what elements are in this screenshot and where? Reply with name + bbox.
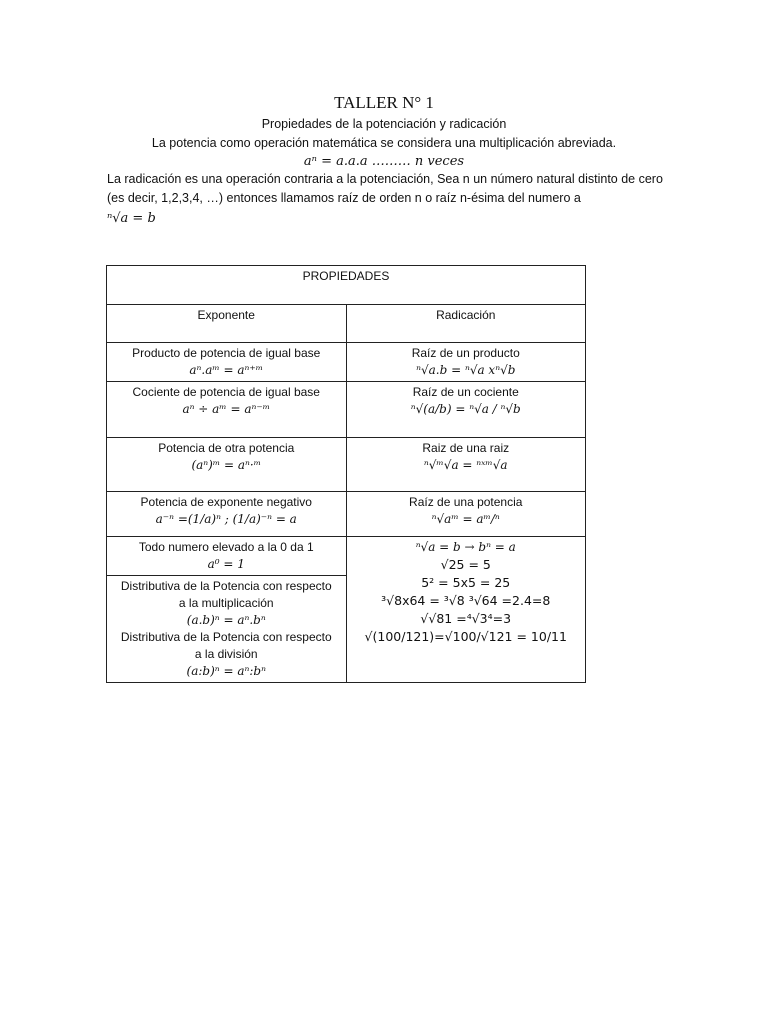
table-row — [107, 537, 586, 576]
property-formula: (a.b)ⁿ = aⁿ.bⁿ — [186, 613, 266, 627]
example-cell — [346, 537, 586, 683]
property-formula: (aⁿ)ᵐ = aⁿ·ᵐ — [191, 458, 262, 472]
property-formula: ⁿ√a.b = ⁿ√a xⁿ√b — [416, 363, 516, 377]
property-cell — [107, 343, 347, 382]
property-title: Potencia de otra potencia — [158, 441, 295, 455]
power-formula: aⁿ = a.a.a ……… n veces — [303, 154, 465, 169]
property-title: Todo numero elevado a la 0 da 1 — [138, 540, 314, 554]
root-formula: ⁿ√a = b — [107, 211, 156, 226]
property-formula: (a:b)ⁿ = aⁿ:bⁿ — [186, 664, 266, 678]
property-formula: a⁰ = 1 — [207, 557, 245, 571]
property-cell — [107, 382, 347, 438]
property-title: Raíz de una potencia — [409, 495, 523, 509]
paragraph-line-2: (es decir, 1,2,3,4, …) entonces llamamos raíz de orden n o raíz n-ésima del numero a — [107, 191, 581, 205]
property-cell — [346, 492, 586, 537]
example-line: √25 = 5 — [440, 557, 491, 572]
intro-text: La potencia como operación matemática se considera una multiplicación abreviada. — [151, 136, 617, 150]
table-header: PROPIEDADES — [107, 266, 586, 305]
property-formula: ⁿ√(a/b) = ⁿ√a / ⁿ√b — [410, 402, 521, 416]
table-row — [107, 438, 586, 492]
property-formula: aⁿ.aᵐ = aⁿ⁺ᵐ — [189, 363, 264, 377]
property-cell — [346, 382, 586, 438]
property-title: Potencia de exponente negativo — [140, 495, 312, 509]
example-line: ³√8x64 = ³√8 ³√64 =2.4=8 — [381, 593, 551, 608]
table-row — [107, 492, 586, 537]
property-title: Producto de potencia de igual base — [132, 346, 321, 360]
property-title: Distributiva de la Potencia con respecto — [120, 630, 332, 644]
property-cell — [346, 343, 586, 382]
paragraph-line-1: La radicación es una operación contraria a la potenciación, Sea n un número natural distinto de cero — [107, 172, 663, 186]
page-title: TALLER N° 1 — [334, 93, 434, 112]
property-formula: ⁿ√ᵐ√a = ⁿˣᵐ√a — [423, 458, 508, 472]
property-title: a la división — [194, 647, 258, 661]
property-title: Distributiva de la Potencia con respecto — [120, 579, 332, 593]
property-cell — [346, 438, 586, 492]
column-header-radication: Radicación — [346, 305, 586, 343]
property-title: Raíz de un cociente — [412, 385, 519, 399]
property-cell — [107, 492, 347, 537]
property-title: a la multiplicación — [178, 596, 274, 610]
property-title: Cociente de potencia de igual base — [132, 385, 320, 399]
properties-table — [106, 265, 586, 683]
table-row — [107, 343, 586, 382]
example-line: √√81 =⁴√3⁴=3 — [420, 611, 512, 626]
property-title: Raíz de un producto — [411, 346, 520, 360]
property-title: Raiz de una raiz — [422, 441, 510, 455]
example-line: ⁿ√a = b → bⁿ = a — [415, 540, 516, 554]
example-line: 5² = 5x5 = 25 — [421, 575, 511, 590]
table-row — [107, 382, 586, 438]
subtitle: Propiedades de la potenciación y radicación — [261, 117, 507, 131]
property-cell — [107, 576, 347, 683]
property-formula: ⁿ√aᵐ = aᵐ/ⁿ — [431, 512, 500, 526]
property-formula: aⁿ ÷ aᵐ = aⁿ⁻ᵐ — [182, 402, 271, 416]
property-cell — [107, 537, 347, 576]
property-formula: a⁻ⁿ =(1/a)ⁿ ; (1/a)⁻ⁿ = a — [155, 512, 297, 526]
example-line: √(100/121)=√100/√121 = 10/11 — [364, 629, 567, 644]
column-header-exponent: Exponente — [107, 305, 347, 343]
property-cell — [107, 438, 347, 492]
